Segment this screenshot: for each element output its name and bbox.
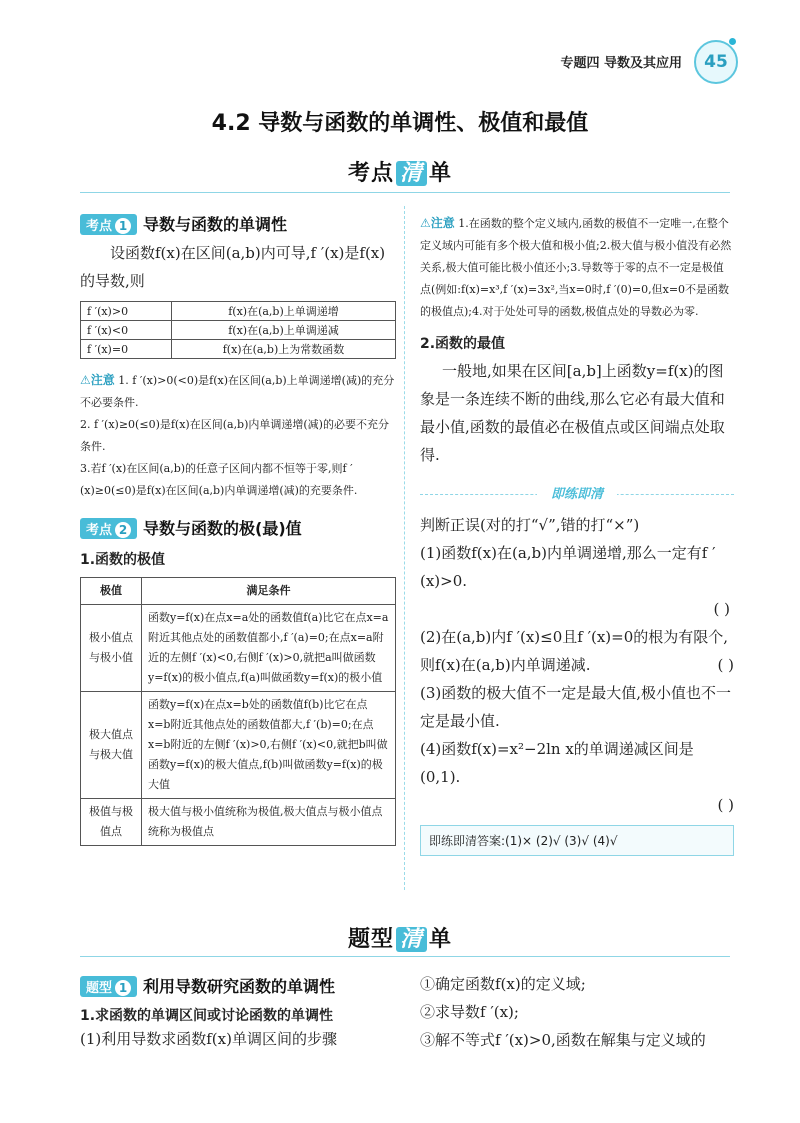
tixing-title: 利用导数研究函数的单调性	[143, 977, 336, 996]
answers-box: 即练即清答案:(1)× (2)√ (3)√ (4)√	[420, 825, 734, 856]
kaodian-tag	[80, 518, 137, 539]
step-item: ②求导数f ′(x);	[420, 1003, 519, 1021]
table-row	[81, 340, 396, 359]
kaodian-title: 导数与函数的单调性	[143, 215, 288, 234]
table-row	[81, 605, 396, 692]
step-item: ③解不等式f ′(x)>0,函数在解集与定义域的	[420, 1031, 706, 1049]
section-heading-pre: 题型	[347, 927, 394, 952]
note-item	[80, 369, 396, 414]
section-heading-tixing	[0, 922, 800, 953]
question-text: (4)函数f(x)=x²−2ln x的单调递减区间是(0,1).	[420, 740, 694, 786]
table-cell: 函数y=f(x)在点x=a处的函数值f(a)比它在点x=a附近其他点处的函数值都小,f ′(a)=0;在点x=a附近的左侧f ′(x)<0,右侧f ′(x)>0,就把a叫做函数y=f(x)的极小值点,f(a)叫做函数y=f(x)的极小值	[142, 605, 396, 692]
right-column	[420, 212, 734, 856]
tixing-1-header	[80, 974, 396, 997]
answer-bracket: ( )	[717, 796, 734, 814]
kaodian-1-notes	[80, 369, 396, 502]
table-cell: f ′(x)<0	[81, 321, 172, 340]
note-text: 1.在函数的整个定义域内,函数的极值不一定唯一,在整个定义域内可能有多个极大值和极小值;2.极大值与极小值没有必然关系,极大值可能比极小值还小;3.导数等于零的点不一定是极值点(例如:f(x)=x³,f ′(x)=3x²,当x=0时,f ′(0)=0,但x=0不是函数的极值点);4.对于处处可导的函数,极值点处的导数必为零.	[420, 217, 732, 318]
kaodian-number: 1	[115, 218, 131, 234]
note-warning-icon: ⚠注意	[420, 216, 455, 230]
table-header: 极值	[81, 578, 142, 605]
answer-bracket: ( )	[717, 656, 734, 674]
tixing-tag-label: 题型	[86, 981, 113, 996]
left-column	[80, 212, 396, 846]
section-heading-highlight: 清	[396, 927, 427, 952]
judge-instruction: 判断正误(对的打“√”,错的打“×”)	[420, 516, 640, 534]
kaodian-tag	[80, 214, 137, 235]
tixing-number: 1	[115, 980, 131, 996]
table-cell: 极值与极值点	[81, 799, 142, 846]
kaodian-number: 2	[115, 522, 131, 538]
table-cell: f(x)在(a,b)上为常数函数	[172, 340, 396, 359]
tixing-steps	[420, 970, 734, 1054]
kaodian-1-intro: 设函数f(x)在区间(a,b)内可导,f ′(x)是f(x)的导数,则	[80, 244, 386, 290]
answer-bracket: ( )	[713, 600, 730, 618]
question-item	[420, 735, 734, 819]
question-text: (1)函数f(x)在(a,b)内单调递增,那么一定有f ′(x)>0.	[420, 544, 716, 590]
kaodian-tag-label: 考点	[86, 523, 113, 538]
tixing-subheading: 1.求函数的单调区间或讨论函数的单调性	[80, 1008, 334, 1024]
practice-header	[420, 483, 734, 505]
kaodian-1-header	[80, 212, 396, 235]
max-min-text: 一般地,如果在区间[a,b]上函数y=f(x)的图象是一条连续不断的曲线,那么它必有最大值和最小值,函数的最值必在极值点或区间端点处取得.	[420, 362, 725, 464]
table-header: 满足条件	[142, 578, 396, 605]
table-row	[81, 302, 396, 321]
badge-dot-icon	[729, 38, 736, 45]
table-row	[81, 799, 396, 846]
table-cell: 极小值点与极小值	[81, 605, 142, 692]
note-item: 2. f ′(x)≥0(≤0)是f(x)在区间(a,b)内单调递增(减)的必要不充分条件.	[80, 418, 389, 453]
right-note	[420, 212, 734, 323]
table-cell: 极大值点与极大值	[81, 692, 142, 799]
table-row	[81, 692, 396, 799]
section-divider	[80, 956, 730, 957]
note-warning-icon: ⚠注意	[80, 373, 115, 387]
note-text: 1. f ′(x)>0(<0)是f(x)在区间(a,b)上单调递增(减)的充分不必要条件.	[80, 374, 395, 409]
question-item	[420, 539, 734, 623]
question-item	[420, 623, 734, 679]
section-heading-post: 单	[429, 927, 453, 952]
table-row	[81, 321, 396, 340]
practice-title: 即练即清	[537, 483, 617, 502]
section-heading-post: 单	[429, 161, 453, 186]
section-heading-kaodian	[0, 156, 800, 187]
table-cell: 函数y=f(x)在点x=b处的函数值f(b)比它在点x=b附近其他点处的函数值都大,f ′(b)=0;在点x=b附近的左侧f ′(x)>0,右侧f ′(x)<0,就把b叫做函数y=f(x)的极大值点,f(b)叫做函数y=f(x)的极大值	[142, 692, 396, 799]
column-divider	[404, 206, 405, 890]
header-chapter: 专题四 导数及其应用	[560, 56, 682, 71]
page-title: 4.2 导数与函数的单调性、极值和最值	[211, 111, 589, 136]
table-cell: f ′(x)=0	[81, 340, 172, 359]
table-cell: 极大值与极小值统称为极值,极大值点与极小值点统称为极值点	[142, 799, 396, 846]
monotonic-table	[80, 301, 396, 359]
question-item	[420, 679, 734, 735]
kaodian-title: 导数与函数的极(最)值	[143, 519, 302, 538]
subheading-extremum: 1.函数的极值	[80, 552, 166, 568]
section-heading-highlight: 清	[396, 161, 427, 186]
section-divider	[80, 192, 730, 193]
page-number: 45	[694, 40, 738, 84]
question-text: (2)在(a,b)内f ′(x)≤0且f ′(x)=0的根为有限个,则f(x)在(a,b)内单调递减.	[420, 628, 729, 674]
tixing-tag	[80, 976, 137, 997]
section-heading-pre: 考点	[347, 161, 394, 186]
tixing-step: (1)利用导数求函数f(x)单调区间的步骤	[80, 1030, 337, 1048]
step-item: ①确定函数f(x)的定义域;	[420, 975, 586, 993]
kaodian-tag-label: 考点	[86, 219, 113, 234]
table-cell: f(x)在(a,b)上单调递减	[172, 321, 396, 340]
extremum-table	[80, 577, 396, 846]
table-cell: f ′(x)>0	[81, 302, 172, 321]
table-header-row	[81, 578, 396, 605]
kaodian-2-header	[80, 516, 396, 539]
tixing-1	[80, 974, 396, 1053]
table-cell: f(x)在(a,b)上单调递增	[172, 302, 396, 321]
question-text: (3)函数的极大值不一定是最大值,极小值也不一定是最小值.	[420, 684, 732, 730]
subheading-max-min: 2.函数的最值	[420, 336, 506, 352]
note-item: 3.若f ′(x)在区间(a,b)的任意子区间内都不恒等于零,则f ′(x)≥0(≤0)是f(x)在区间(a,b)内单调递增(减)的充要条件.	[80, 462, 358, 497]
